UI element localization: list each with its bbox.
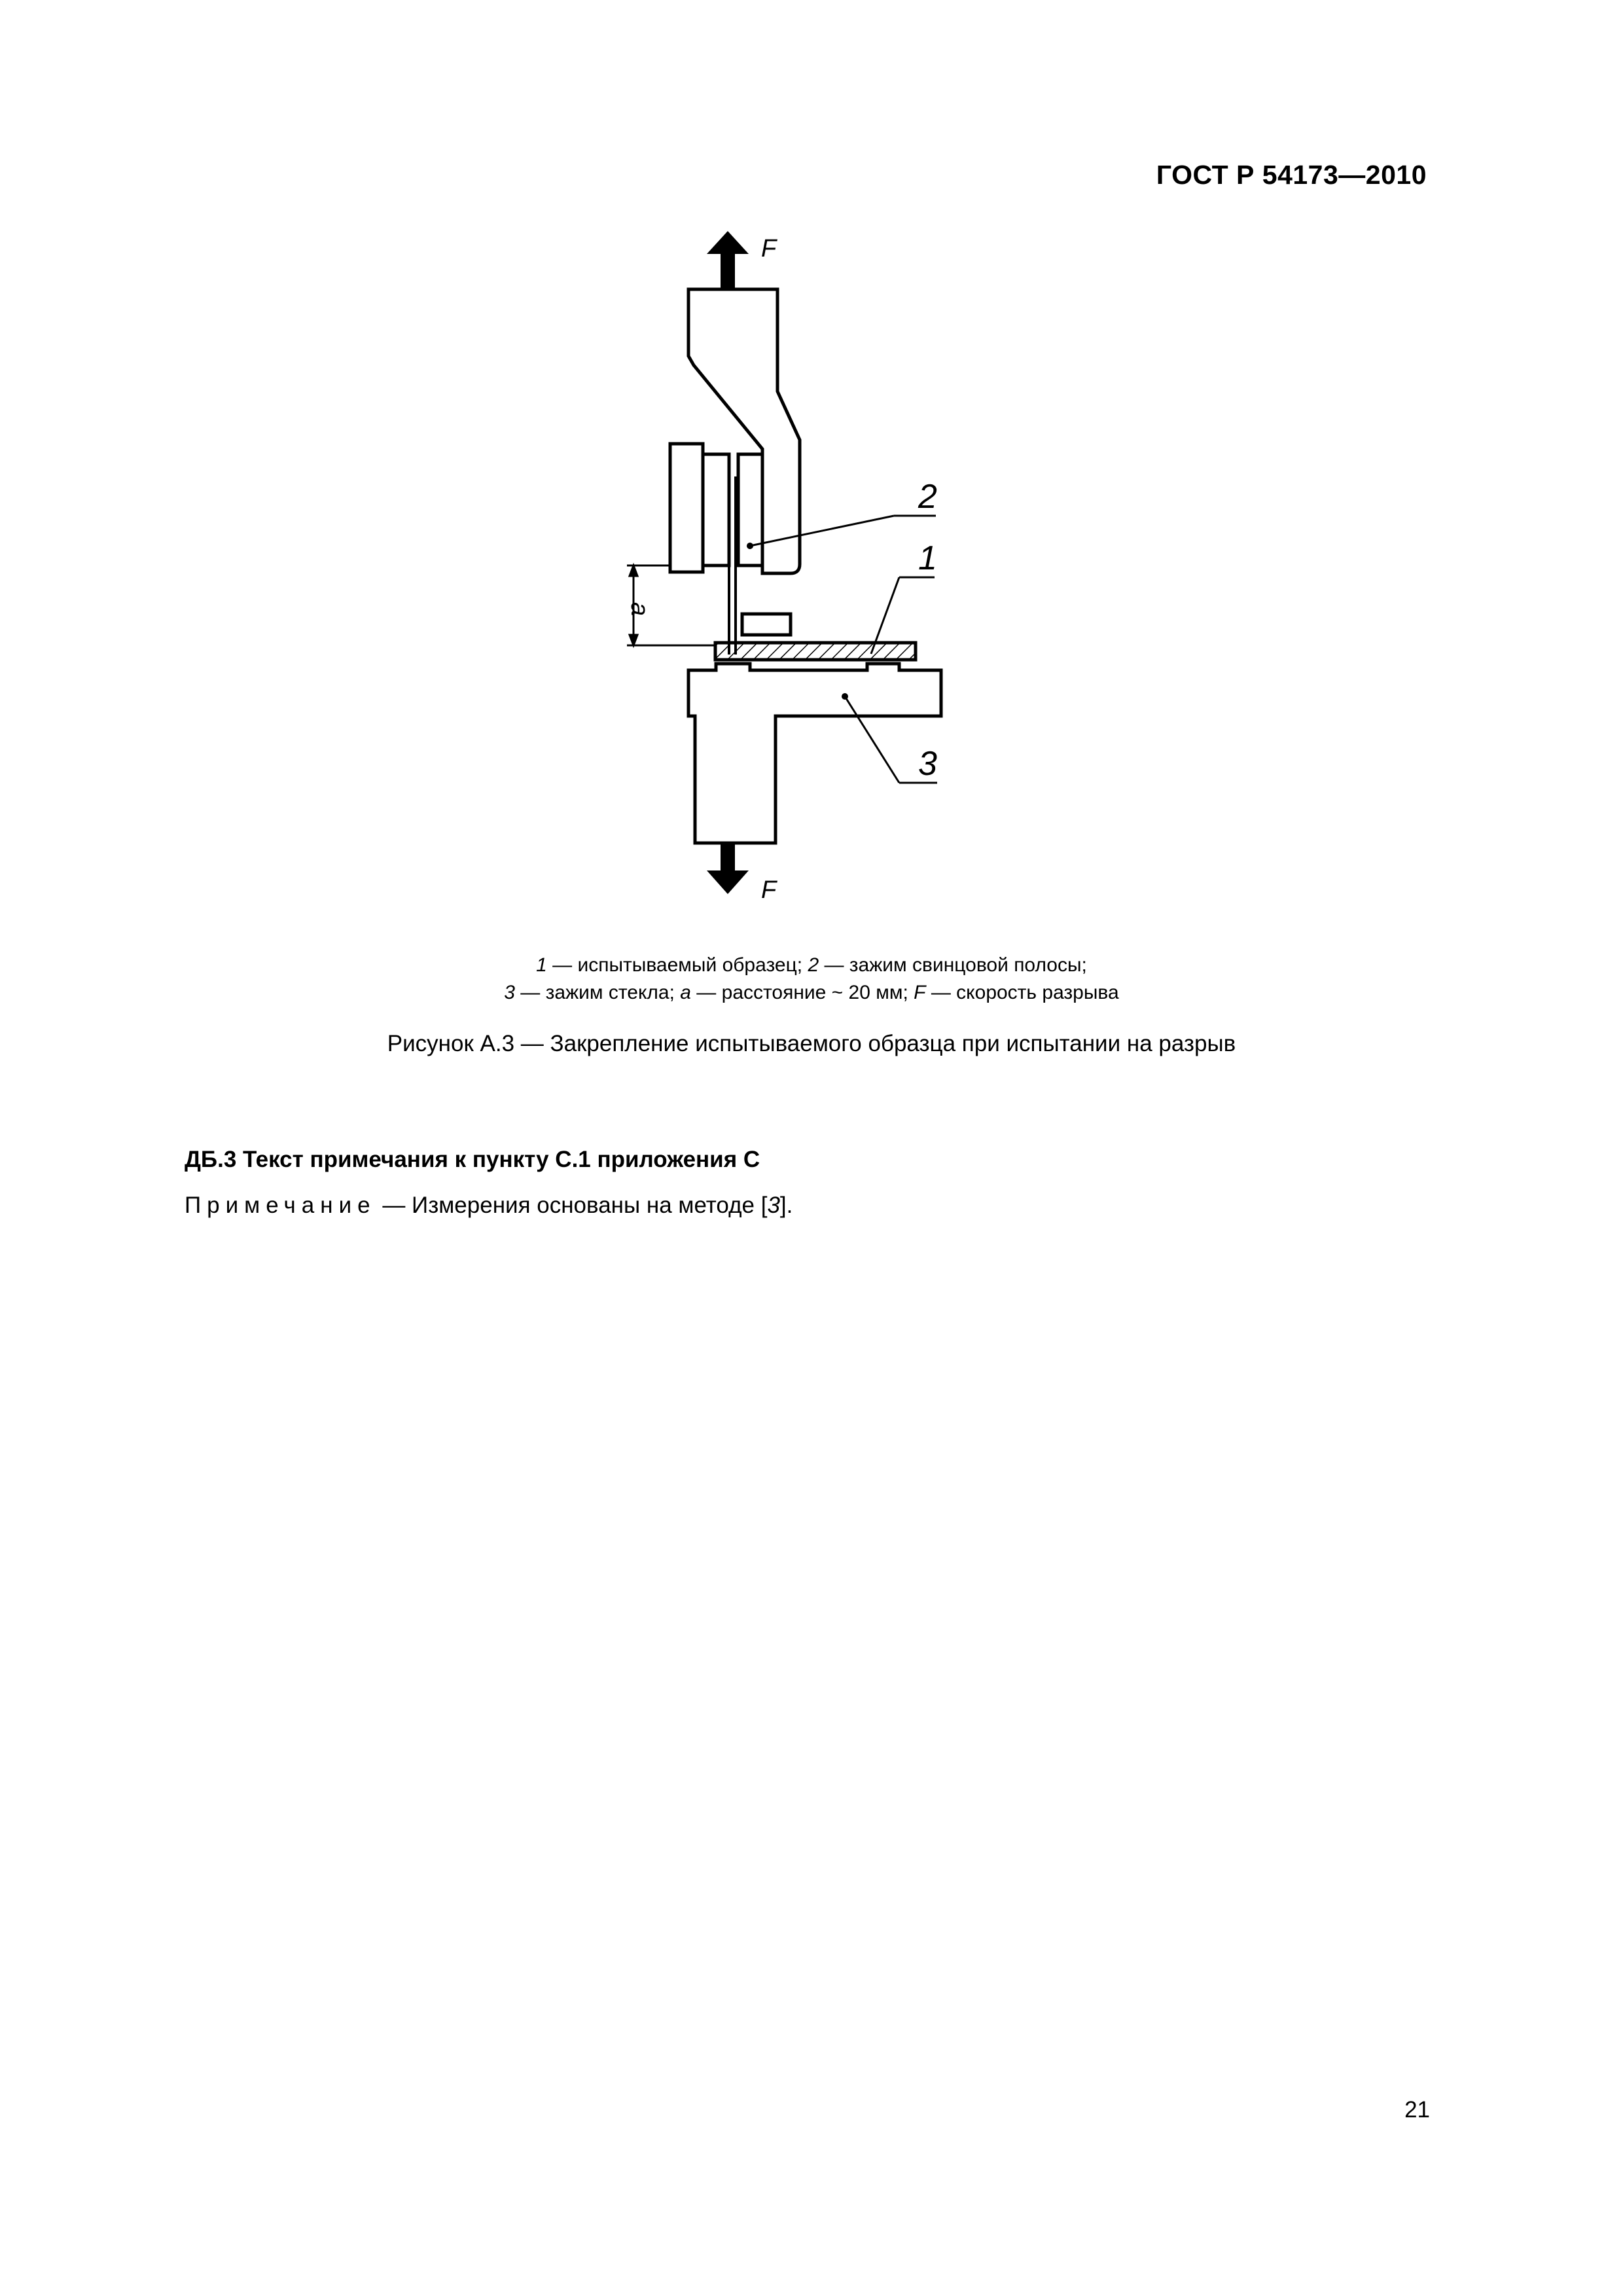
note-reference: 3 (767, 1193, 780, 1218)
callout-2: 2 (918, 478, 937, 516)
force-label-top: F (761, 235, 777, 262)
standard-header: ГОСТ Р 54173—2010 (1156, 160, 1427, 190)
note-label: Примечание (185, 1193, 376, 1218)
callout-1: 1 (918, 539, 937, 577)
page-number: 21 (1404, 2097, 1430, 2123)
test-specimen (715, 643, 916, 660)
figure-legend-line-2: 3 — зажим стекла; a — расстояние ~ 20 мм; F — скорость разрыва (504, 982, 1119, 1003)
callout-3: 3 (918, 745, 937, 783)
figure-legend-line-1: 1 — испытываемый образец; 2 — зажим свинцовой полосы; (536, 954, 1087, 976)
figure-caption: Рисунок А.3 — Закрепление испытываемого образца при испытании на разрыв (387, 1031, 1236, 1056)
force-arrow-top (707, 231, 749, 288)
lead-strip-clamp (670, 444, 762, 572)
spacer-block (742, 614, 791, 635)
figure-a3-diagram (0, 0, 1623, 916)
upper-clamp-body (688, 289, 800, 573)
note-paragraph: Примечание — Измерения основаны на методе [3]. (185, 1193, 793, 1218)
force-label-bottom: F (761, 876, 777, 904)
dimension-label-a: a (626, 602, 653, 617)
glass-clamp-body (688, 664, 941, 843)
force-arrow-bottom (707, 844, 749, 894)
section-heading: ДБ.3 Текст примечания к пункту С.1 приложения С (185, 1147, 760, 1172)
